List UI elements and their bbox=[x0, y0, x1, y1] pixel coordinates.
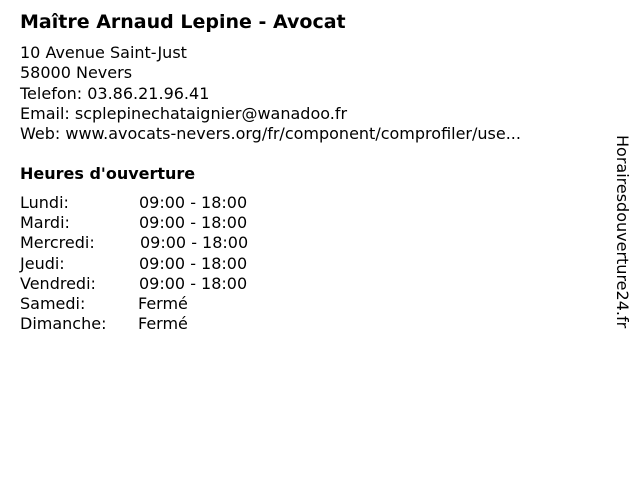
day-label: Mardi: bbox=[20, 213, 70, 233]
day-label: Mercredi: bbox=[20, 233, 95, 253]
site-watermark: Horairesdouverture24.fr bbox=[613, 135, 632, 329]
address-city: 58000 Nevers bbox=[20, 63, 133, 83]
day-label: Jeudi: bbox=[20, 253, 65, 273]
day-hours: Fermé bbox=[138, 293, 188, 313]
day-hours: Fermé bbox=[138, 314, 188, 334]
day-hours: 09:00 - 18:00 bbox=[139, 213, 248, 233]
phone-line: Telefon: 03.86.21.96.41 bbox=[20, 83, 210, 103]
day-label: Vendredi: bbox=[20, 273, 96, 293]
email-line: Email: scplepinechataignier@wanadoo.fr bbox=[20, 103, 348, 123]
day-hours: 09:00 - 18:00 bbox=[139, 273, 248, 293]
hours-heading: Heures d'ouverture bbox=[20, 164, 196, 183]
business-title: Maître Arnaud Lepine - Avocat bbox=[20, 11, 346, 33]
address-street: 10 Avenue Saint-Just bbox=[20, 43, 187, 62]
day-label: Samedi: bbox=[20, 293, 86, 313]
web-line: Web: www.avocats-nevers.org/fr/component/comprofiler/use... bbox=[20, 124, 521, 144]
day-label: Lundi: bbox=[20, 193, 69, 212]
day-hours: 09:00 - 18:00 bbox=[140, 233, 249, 253]
contact-block bbox=[20, 43, 521, 144]
day-hours: 09:00 - 18:00 bbox=[139, 253, 248, 273]
day-label: Dimanche: bbox=[20, 314, 107, 334]
day-hours: 09:00 - 18:00 bbox=[139, 193, 248, 212]
